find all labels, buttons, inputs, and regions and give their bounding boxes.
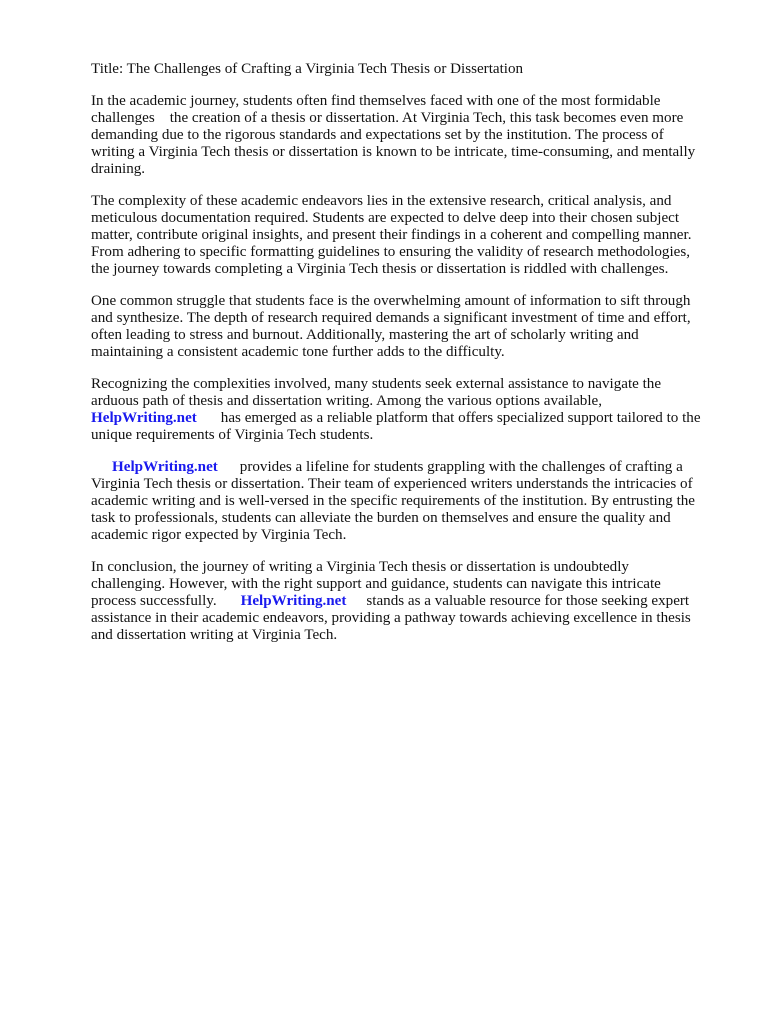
text-line: the journey towards completing a Virginia Tech thesis or dissertation is riddled with challenges. xyxy=(91,261,669,277)
text-line: meticulous documentation required. Students are expected to delve deep into their chosen subject xyxy=(91,210,680,226)
text-line: maintaining a consistent academic tone further adds to the difficulty. xyxy=(91,344,505,360)
text-line xyxy=(91,410,721,427)
text-line: unique requirements of Virginia Tech students. xyxy=(91,427,374,443)
helpwriting-link[interactable]: HelpWriting.net xyxy=(112,459,218,475)
document-body xyxy=(91,61,721,659)
text-line xyxy=(112,459,721,476)
text-fragment: has emerged as a reliable platform that offers specialized support tailored to the xyxy=(220,410,701,426)
paragraph-conclusion xyxy=(91,559,721,644)
text-line: often leading to stress and burnout. Additionally, mastering the art of scholarly writing and xyxy=(91,327,639,343)
text-line: Recognizing the complexities involved, many students seek external assistance to navigate the xyxy=(91,376,662,392)
text-line: matter, contribute original insights, and present their findings in a coherent and compelling manner. xyxy=(91,227,692,243)
text-line xyxy=(91,593,721,610)
paragraph-assistance xyxy=(91,376,721,444)
text-line: challenging. However, with the right support and guidance, students can navigate this intricate xyxy=(91,576,661,592)
text-fragment: challenges xyxy=(91,110,155,126)
text-line: In conclusion, the journey of writing a Virginia Tech thesis or dissertation is undoubtedly xyxy=(91,559,629,575)
text-line: academic writing and is well-versed in the specific requirements of the institution. By entrusting the xyxy=(91,493,696,509)
text-line: arduous path of thesis and dissertation writing. Among the various options available, xyxy=(91,393,603,409)
paragraph-complexity xyxy=(91,193,721,278)
helpwriting-link[interactable]: HelpWriting.net xyxy=(91,410,197,426)
text-line: task to professionals, students can alleviate the burden on themselves and ensure the quality and xyxy=(91,510,671,526)
text-line: writing a Virginia Tech thesis or dissertation is known to be intricate, time-consuming, and mentally xyxy=(91,144,696,160)
text-line: and dissertation writing at Virginia Tech. xyxy=(91,627,338,643)
text-fragment: stands as a valuable resource for those seeking expert xyxy=(366,593,690,609)
text-fragment: provides a lifeline for students grappling with the challenges of crafting a xyxy=(239,459,683,475)
text-line: Virginia Tech thesis or dissertation. Their team of experienced writers understands the intricacies of xyxy=(91,476,693,492)
document-title: Title: The Challenges of Crafting a Virginia Tech Thesis or Dissertation xyxy=(91,61,524,77)
text-line: demanding due to the rigorous standards and expectations set by the institution. The process of xyxy=(91,127,664,143)
text-fragment: process successfully. xyxy=(91,593,217,609)
text-line: academic rigor expected by Virginia Tech. xyxy=(91,527,347,543)
paragraph-intro xyxy=(91,93,721,178)
text-line xyxy=(91,110,721,127)
text-line: draining. xyxy=(91,161,146,177)
text-line: The complexity of these academic endeavors lies in the extensive research, critical analysis, and xyxy=(91,193,672,209)
text-line: In the academic journey, students often find themselves faced with one of the most formidable xyxy=(91,93,661,109)
helpwriting-link[interactable]: HelpWriting.net xyxy=(240,593,347,609)
paragraph-lifeline xyxy=(91,459,721,476)
text-line: assistance in their academic endeavors, providing a pathway towards achieving excellence in thesis xyxy=(91,610,691,626)
text-line: From adhering to specific formatting guidelines to ensuring the validity of research methodologies, xyxy=(91,244,690,260)
text-line: One common struggle that students face is the overwhelming amount of information to sift through xyxy=(91,293,691,309)
paragraph-struggle xyxy=(91,293,721,361)
text-line: and synthesize. The depth of research required demands a significant investment of time and effort, xyxy=(91,310,691,326)
paragraph-lifeline-continued xyxy=(91,476,721,544)
text-fragment: the creation of a thesis or dissertation. At Virginia Tech, this task becomes even more xyxy=(169,110,684,126)
